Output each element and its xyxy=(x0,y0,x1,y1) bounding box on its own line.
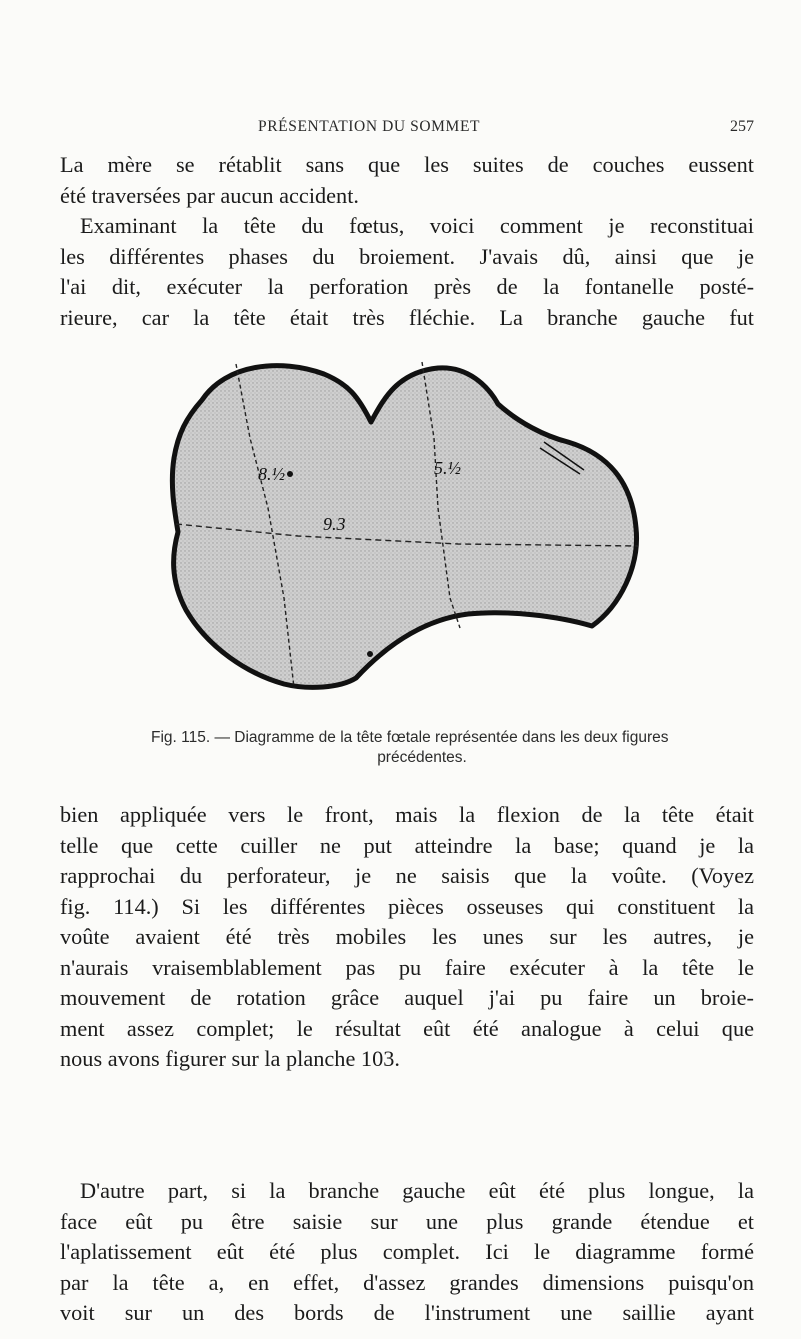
text-line: rieure, car la tête était très fléchie. La branche gauche fut xyxy=(60,304,754,330)
caption-line: Fig. 115. — Diagramme de la tête fœtale représentée dans les deux figures xyxy=(151,729,669,746)
caption-line: précédentes. xyxy=(377,749,467,766)
head-outline xyxy=(172,366,636,688)
paragraph-1 xyxy=(60,150,754,211)
page-number: 257 xyxy=(730,118,754,135)
text-line: telle que cette cuiller ne put atteindre la base; quand je la xyxy=(60,832,754,858)
text-line: rapprochai du perforateur, je ne saisis que la voûte. (Voyez xyxy=(60,863,754,888)
paragraph-4 xyxy=(60,1176,754,1329)
text-line: été traversées par aucun accident. xyxy=(60,182,359,208)
text-line: voit sur un des bords de l'instrument une saillie ayant xyxy=(60,1300,754,1325)
label-right-dimension: 5.½ xyxy=(434,458,461,478)
paragraph-3 xyxy=(60,800,754,1075)
text-line: D'autre part, si la branche gauche eût été plus longue, la xyxy=(80,1178,754,1203)
text-line: nous avons figurer sur la planche 103. xyxy=(60,1046,400,1071)
text-line: l'aplatissement eût été plus complet. Ici le diagramme formé xyxy=(60,1239,754,1264)
text-line: l'ai dit, exécuter la perforation près de la fontanelle posté- xyxy=(60,274,754,299)
text-line: n'aurais vraisemblablement pas pu faire exécuter à la tête le xyxy=(60,954,754,980)
label-middle-dimension: 9.3 xyxy=(323,514,346,534)
dot-marker xyxy=(287,471,293,477)
text-line: bien appliquée vers le front, mais la flexion de la tête était xyxy=(60,802,754,827)
text-line: mouvement de rotation grâce auquel j'ai pu faire un broie- xyxy=(60,985,754,1010)
text-line: face eût pu être saisie sur une plus grande étendue et xyxy=(60,1208,754,1234)
text-line: Examinant la tête du fœtus, voici comment je reconstituai xyxy=(80,213,754,238)
fetal-head-diagram xyxy=(168,358,648,694)
dot-marker xyxy=(367,651,373,657)
text-line: les différentes phases du broiement. J'avais dû, ainsi que je xyxy=(60,243,754,269)
text-line: La mère se rétablit sans que les suites de couches eussent xyxy=(60,152,754,177)
figure-caption xyxy=(60,728,754,768)
text-line: voûte avaient été très mobiles les unes sur les autres, je xyxy=(60,924,754,949)
text-line: ment assez complet; le résultat eût été analogue à celui que xyxy=(60,1015,754,1041)
running-head xyxy=(60,118,754,142)
text-line: fig. 114.) Si les différentes pièces osseuses qui constituent la xyxy=(60,893,754,919)
text-line: par la tête a, en effet, d'assez grandes dimensions puisqu'on xyxy=(60,1269,754,1295)
paragraph-2 xyxy=(60,211,754,333)
label-left-dimension: 8.½ xyxy=(258,464,285,484)
running-title: PRÉSENTATION DU SOMMET xyxy=(258,118,481,135)
